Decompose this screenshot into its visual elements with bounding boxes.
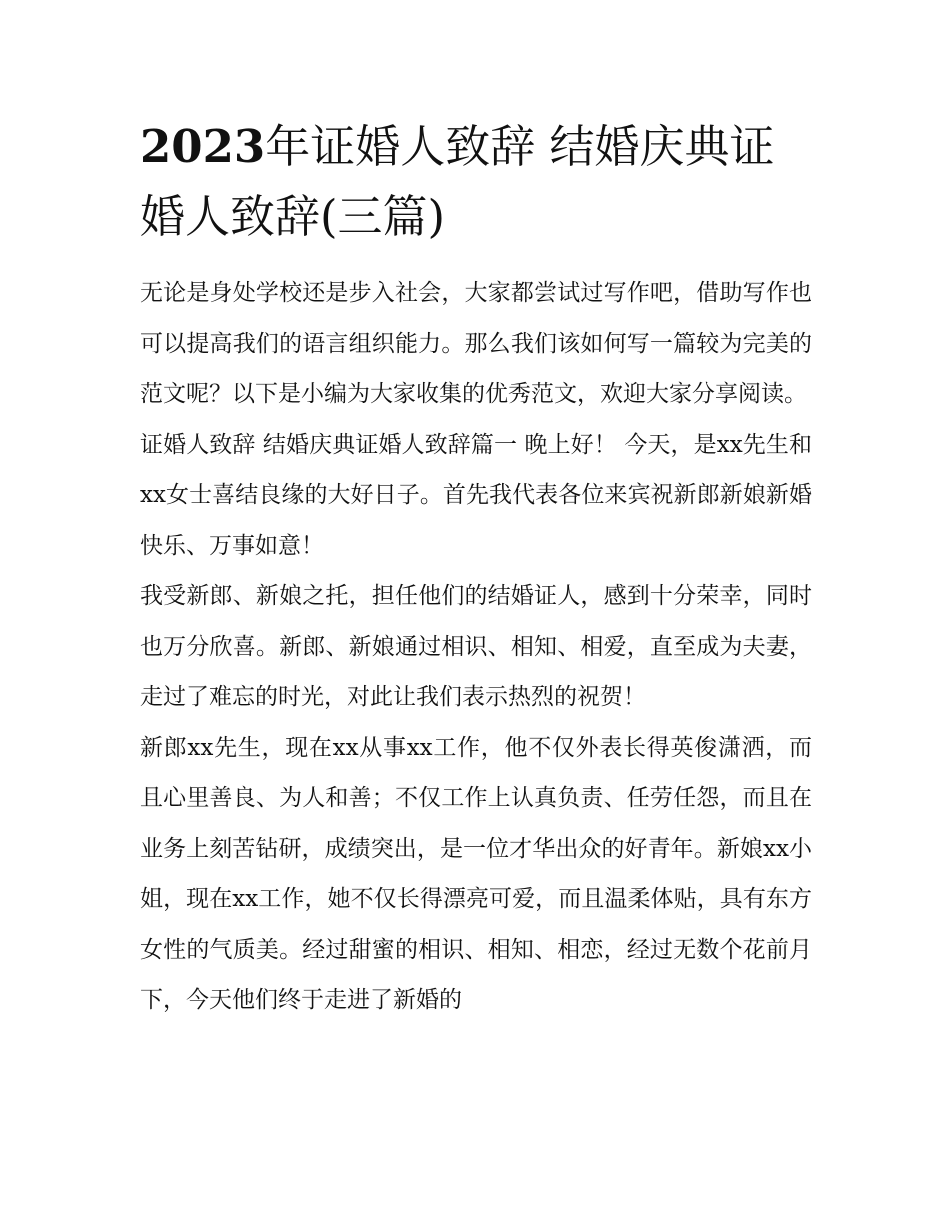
paragraph-couple: 新郎xx先生，现在xx从事xx工作，他不仅外表长得英俊潇洒，而且心里善良、为人和善；不仅工作上认真负责、任劳任怨，而且在业务上刻苦钻研，成绩突出，是一位才华出众的好青年。新娘xx小姐，现在xx工作，她不仅长得漂亮可爱，而且温柔体贴，具有东方女性的气质美。经过甜蜜的相识、相知、相恋，经过无数个花前月下，今天他们终于走进了新婚的 [140, 734, 812, 1013]
document-body [140, 268, 812, 1026]
paragraph-greeting: 证婚人致辞 结婚庆典证婚人致辞篇一 晚上好！ 今天，是xx先生和xx女士喜结良缘的大好日子。首先我代表各位来宾祝新郎新娘新婚快乐、万事如意！ [140, 431, 812, 559]
document-page [140, 112, 812, 1026]
document-title [140, 112, 812, 252]
title-year: 2023 [140, 120, 266, 173]
paragraph-honor: 我受新郎、新娘之托，担任他们的结婚证人，感到十分荣幸，同时也万分欣喜。新郎、新娘通过相识、相知、相爱，直至成为夫妻，走过了难忘的时光，对此让我们表示热烈的祝贺！ [140, 583, 812, 710]
paragraph-intro: 无论是身处学校还是步入社会，大家都尝试过写作吧，借助写作也可以提高我们的语言组织能力。那么我们该如何写一篇较为完美的范文呢？以下是小编为大家收集的优秀范文，欢迎大家分享阅读。 [140, 280, 812, 407]
title-text: 年证婚人致辞 结婚庆典证婚人致辞(三篇) [140, 120, 775, 243]
